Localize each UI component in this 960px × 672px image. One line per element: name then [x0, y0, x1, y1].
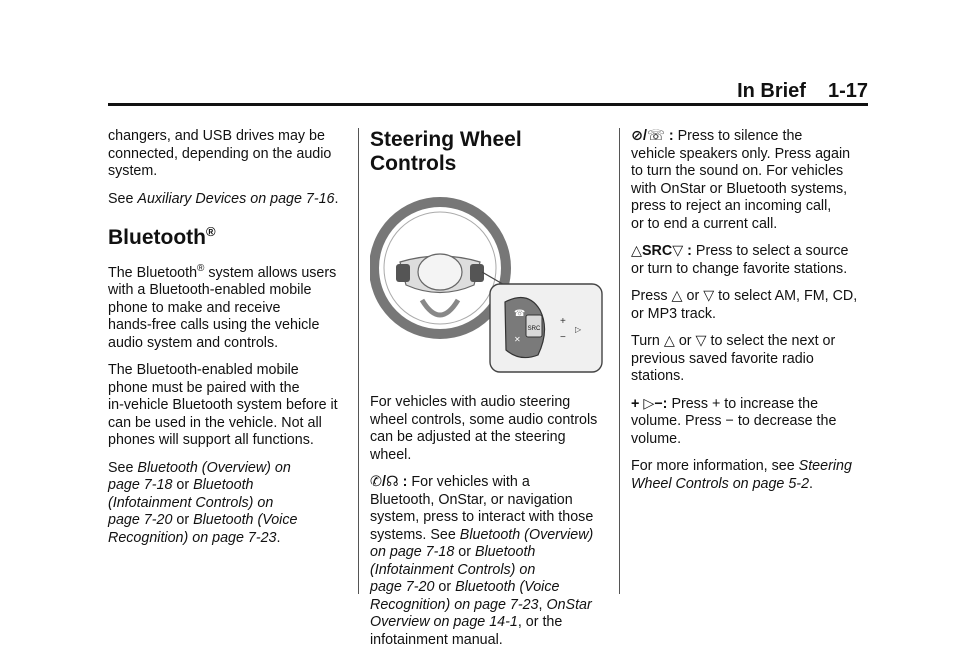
bluetooth-heading [108, 220, 348, 250]
text-line [370, 527, 610, 545]
bluetooth-paragraph-1 [108, 260, 348, 352]
column-divider [619, 128, 620, 594]
text-line [108, 530, 348, 548]
text-line: phone to make and receive [108, 299, 281, 316]
text: or [674, 333, 696, 349]
text: , or the [517, 614, 563, 630]
turn-paragraph [631, 333, 871, 386]
src-paragraph [631, 243, 871, 278]
text-line: changers, and USB drives may be [108, 128, 325, 144]
svg-text:▷: ▷ [575, 325, 582, 334]
up-triangle-icon: △ [663, 333, 675, 349]
text-line [631, 476, 871, 494]
link-text[interactable]: page 7-20 [370, 579, 435, 595]
text-line [370, 544, 610, 562]
text-line [370, 562, 610, 580]
text-line [108, 512, 348, 530]
text-line [631, 128, 871, 146]
text: or [434, 579, 456, 595]
link-text[interactable]: (Infotainment Controls) on [108, 494, 274, 511]
text-line: vehicle speakers only. Press again [631, 145, 851, 162]
text-line: with OnStar or Bluetooth systems, [631, 180, 848, 197]
mute-icon: ⊘ [631, 128, 643, 144]
text-line: phones will support all functions. [108, 432, 314, 449]
next-track-icon: ▷ [639, 395, 655, 412]
text: systems. See [370, 526, 460, 543]
voice-icon: ☊ [385, 474, 399, 490]
text-line [108, 477, 348, 495]
down-triangle-icon: ▽ [695, 333, 707, 349]
text-line: system, press to interact with those [370, 509, 594, 525]
section-title: In Brief [737, 80, 806, 102]
text-line: hands-free calls using the vehicle [108, 317, 320, 334]
text-line: system. [108, 163, 158, 179]
text-line: press to reject an incoming call, [631, 198, 832, 214]
text-line [108, 460, 348, 478]
text-line [108, 495, 348, 513]
bluetooth-see-paragraph [108, 460, 348, 548]
link-text[interactable]: Bluetooth (Overview) on [137, 459, 291, 476]
text: For vehicles with a [407, 474, 530, 490]
phone-voice-paragraph [370, 474, 610, 649]
plus-symbol: + [631, 395, 640, 412]
text-line: stations. [631, 368, 685, 384]
text-line: with a Bluetooth-enabled mobile [108, 282, 312, 299]
intro-paragraph [108, 128, 348, 181]
text: Turn [631, 333, 664, 349]
steering-wheel-illustration [370, 190, 610, 380]
text: to select the next or [706, 333, 836, 349]
text-line: volume. [631, 430, 682, 447]
text: or [172, 477, 194, 494]
text: , [538, 596, 547, 613]
text-line: infotainment manual. [370, 631, 503, 648]
link-text[interactable]: Bluetooth (Overview) [459, 526, 594, 543]
text: Press to select a source [695, 243, 849, 259]
page-number: 1-17 [827, 80, 868, 102]
text-line: For vehicles with audio steering [370, 394, 571, 410]
text-line: previous saved favorite radio [631, 350, 814, 367]
svg-text:SRC: SRC [527, 326, 541, 332]
text-line [370, 597, 610, 615]
text-line: Bluetooth, OnStar, or navigation [370, 491, 573, 508]
text-line: can be used in the vehicle. Not all [108, 414, 322, 431]
column-middle [370, 128, 610, 659]
text: Press + to increase the [671, 395, 819, 412]
text-line: The Bluetooth-enabled mobile [108, 362, 299, 379]
symbol-separator: / [642, 128, 647, 144]
text-line: audio system and controls. [108, 334, 279, 351]
text-line: or MP3 track. [631, 305, 717, 322]
aux-link[interactable]: Auxiliary Devices on page 7-16 [137, 190, 335, 207]
text-line [631, 288, 871, 306]
svg-text:+: + [560, 316, 566, 327]
text-line: to turn the sound on. For vehicles [631, 163, 844, 179]
text-line [108, 260, 348, 282]
header-rule [108, 103, 868, 106]
text-line: volume. Press − to decrease the [631, 413, 837, 429]
text-line [370, 614, 610, 632]
column-right [631, 128, 871, 503]
more-info-paragraph [631, 458, 871, 493]
text: system allows users [204, 264, 337, 281]
volume-paragraph [631, 396, 871, 449]
registered-mark: ® [205, 224, 216, 239]
link-text[interactable]: Bluetooth (Voice [193, 512, 298, 529]
down-triangle-icon: ▽ [672, 243, 684, 259]
minus-symbol: −: [654, 395, 668, 412]
colon: : [683, 243, 696, 259]
text: or [682, 288, 704, 304]
link-text[interactable]: Bluetooth (Voice [455, 579, 560, 595]
text-line: or to end a current call. [631, 215, 778, 232]
text-line: or turn to change favorite stations. [631, 260, 848, 277]
text-line [631, 396, 871, 414]
text-line: phone must be paired with the [108, 379, 300, 396]
text: Press [631, 288, 672, 304]
link-text[interactable]: Bluetooth [474, 544, 536, 560]
text: See [108, 459, 138, 476]
text: to select AM, FM, CD, [714, 288, 858, 304]
text-line: in-vehicle Bluetooth system before it [108, 397, 338, 414]
text: . [334, 190, 339, 207]
text: or [172, 512, 194, 529]
text: Press to silence the [677, 128, 803, 144]
svg-text:☎: ☎ [514, 308, 526, 318]
page-header [108, 80, 868, 104]
heading-text: Bluetooth [108, 226, 206, 249]
end-call-icon: ☏ [646, 128, 665, 144]
press-paragraph [631, 288, 871, 323]
text-line: wheel controls, some audio controls [370, 411, 598, 428]
link-text[interactable]: Recognition) on page 7-23 [370, 596, 539, 613]
svg-text:✕: ✕ [514, 335, 521, 344]
text-line [631, 333, 871, 351]
see-aux-paragraph [108, 191, 348, 209]
up-triangle-icon: △ [631, 243, 642, 259]
link-text[interactable]: on page 7-18 [370, 544, 455, 560]
colon: : [664, 128, 678, 144]
svg-text:−: − [560, 332, 566, 343]
text: . [809, 475, 814, 492]
column-divider [358, 128, 359, 594]
link-text[interactable]: Overview on page 14-1 [370, 614, 518, 630]
registered-mark: ® [197, 263, 205, 274]
text-line: wheel. [370, 446, 412, 463]
header-text [737, 80, 868, 103]
text: See [108, 190, 138, 207]
column-left [108, 128, 348, 557]
link-text[interactable]: OnStar [546, 596, 592, 613]
text-line [370, 579, 610, 597]
steering-heading: Steering Wheel Controls [370, 128, 522, 175]
bluetooth-paragraph-2 [108, 362, 348, 450]
link-text[interactable]: Recognition) on page 7-23 [108, 529, 277, 546]
link-text[interactable]: (Infotainment Controls) on [370, 561, 536, 578]
symbol-separator: / [381, 474, 386, 490]
colon: : [398, 474, 408, 490]
text: For more information, see [631, 458, 799, 474]
text: . [276, 529, 281, 546]
link-text[interactable]: Wheel Controls on page 5-2 [631, 475, 810, 492]
link-text[interactable]: Bluetooth [193, 477, 254, 494]
link-text[interactable]: Steering [798, 458, 852, 474]
text-line: connected, depending on the audio [108, 145, 332, 162]
text-line [631, 458, 871, 476]
link-text[interactable]: page 7-20 [108, 512, 173, 529]
mute-paragraph [631, 128, 871, 233]
steering-intro-paragraph [370, 394, 610, 464]
text-line [370, 474, 610, 492]
text-line [631, 243, 871, 261]
text-line: can be adjusted at the steering [370, 429, 566, 445]
text: or [454, 544, 475, 560]
up-triangle-icon: △ [671, 288, 683, 304]
link-text[interactable]: page 7-18 [108, 477, 173, 494]
text: The Bluetooth [108, 264, 198, 281]
down-triangle-icon: ▽ [703, 288, 715, 304]
src-label: SRC [642, 243, 673, 259]
phone-icon: ✆ [370, 474, 382, 490]
